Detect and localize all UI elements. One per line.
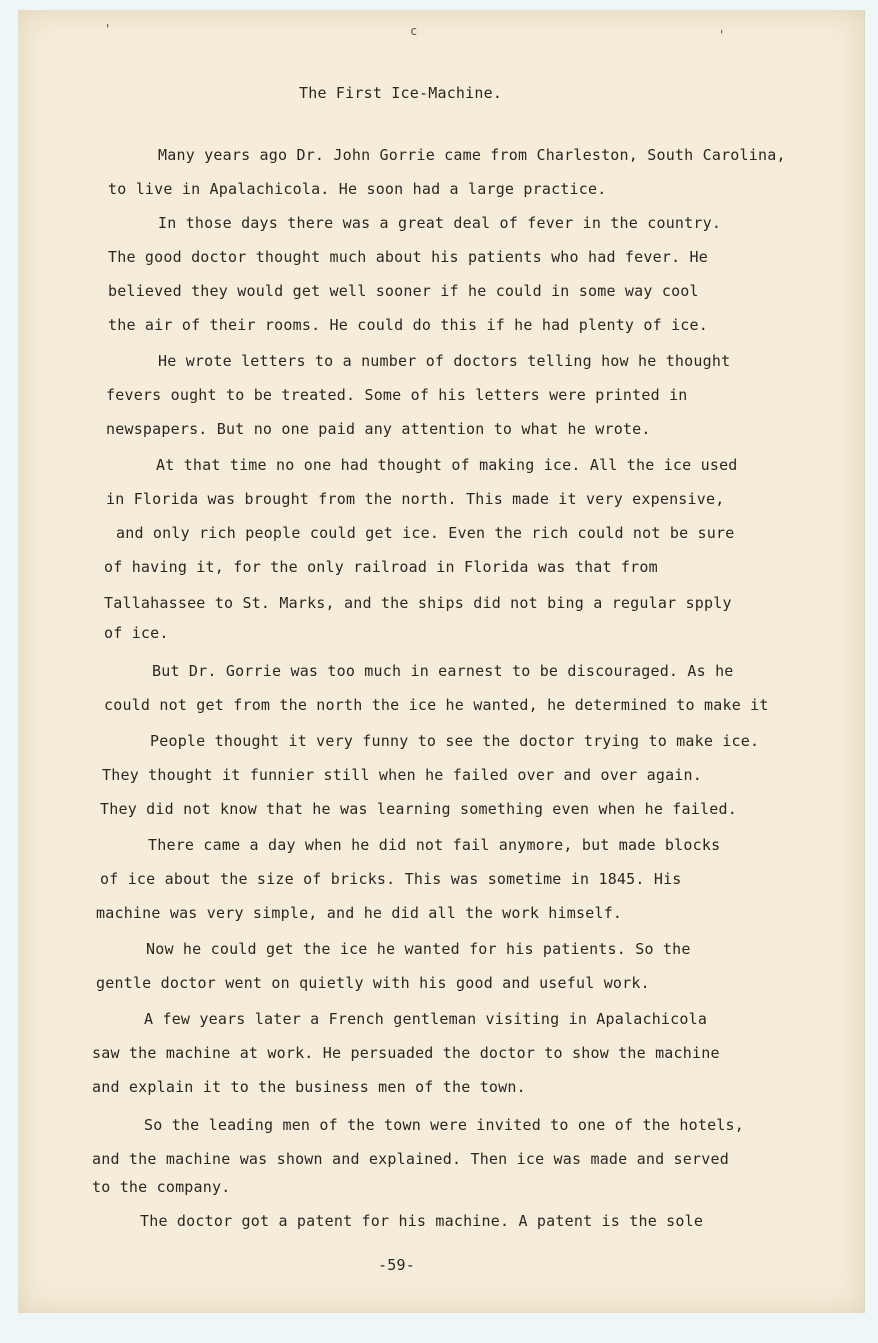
stray-mark: ' [104,22,112,36]
text-line: They did not know that he was learning something even when he failed. [100,800,737,818]
text-line: the air of their rooms. He could do this if he had plenty of ice. [108,316,708,334]
text-line: of having it, for the only railroad in Florida was that from [104,558,658,576]
text-line: and explain it to the business men of the town. [92,1078,526,1096]
text-line: The good doctor thought much about his patients who had fever. He [108,248,708,266]
text-line: of ice about the size of bricks. This was sometime in 1845. His [100,870,682,888]
text-line: Many years ago Dr. John Gorrie came from Charleston, South Carolina, [158,146,786,164]
stray-mark: c [410,24,418,38]
page-number: -59- [378,1256,415,1274]
text-line: machine was very simple, and he did all the work himself. [96,904,623,922]
text-line: could not get from the north the ice he wanted, he determined to make it [104,696,769,714]
text-line: and only rich people could get ice. Even the rich could not be sure [116,524,735,542]
text-line: The doctor got a patent for his machine. A patent is the sole [140,1212,704,1230]
text-line: to live in Apalachicola. He soon had a large practice. [108,180,607,198]
text-line: At that time no one had thought of making ice. All the ice used [156,456,738,474]
text-line: So the leading men of the town were invited to one of the hotels, [144,1116,744,1134]
text-line: newspapers. But no one paid any attention to what he wrote. [106,420,651,438]
text-line: They thought it funnier still when he failed over and over again. [102,766,702,784]
text-line: He wrote letters to a number of doctors telling how he thought [158,352,731,370]
text-line: Tallahassee to St. Marks, and the ships did not bing a regular spply [104,594,732,612]
text-line: gentle doctor went on quietly with his good and useful work. [96,974,650,992]
text-line: and the machine was shown and explained. Then ice was made and served [92,1150,729,1168]
text-line: People thought it very funny to see the doctor trying to make ice. [150,732,760,750]
text-line: But Dr. Gorrie was too much in earnest to be discouraged. As he [152,662,734,680]
text-line: In those days there was a great deal of fever in the country. [158,214,722,232]
text-line: There came a day when he did not fail anymore, but made blocks [148,836,721,854]
document-title: The First Ice-Machine. [299,84,503,102]
text-line: saw the machine at work. He persuaded the doctor to show the machine [92,1044,720,1062]
stray-mark: ' [718,28,726,42]
text-line: of ice. [104,624,169,642]
text-line: in Florida was brought from the north. This made it very expensive, [106,490,725,508]
text-line: A few years later a French gentleman visiting in Apalachicola [144,1010,708,1028]
text-line: Now he could get the ice he wanted for his patients. So the [146,940,691,958]
text-line: believed they would get well sooner if he could in some way cool [108,282,699,300]
text-line: fevers ought to be treated. Some of his letters were printed in [106,386,688,404]
text-line: to the company. [92,1178,231,1196]
